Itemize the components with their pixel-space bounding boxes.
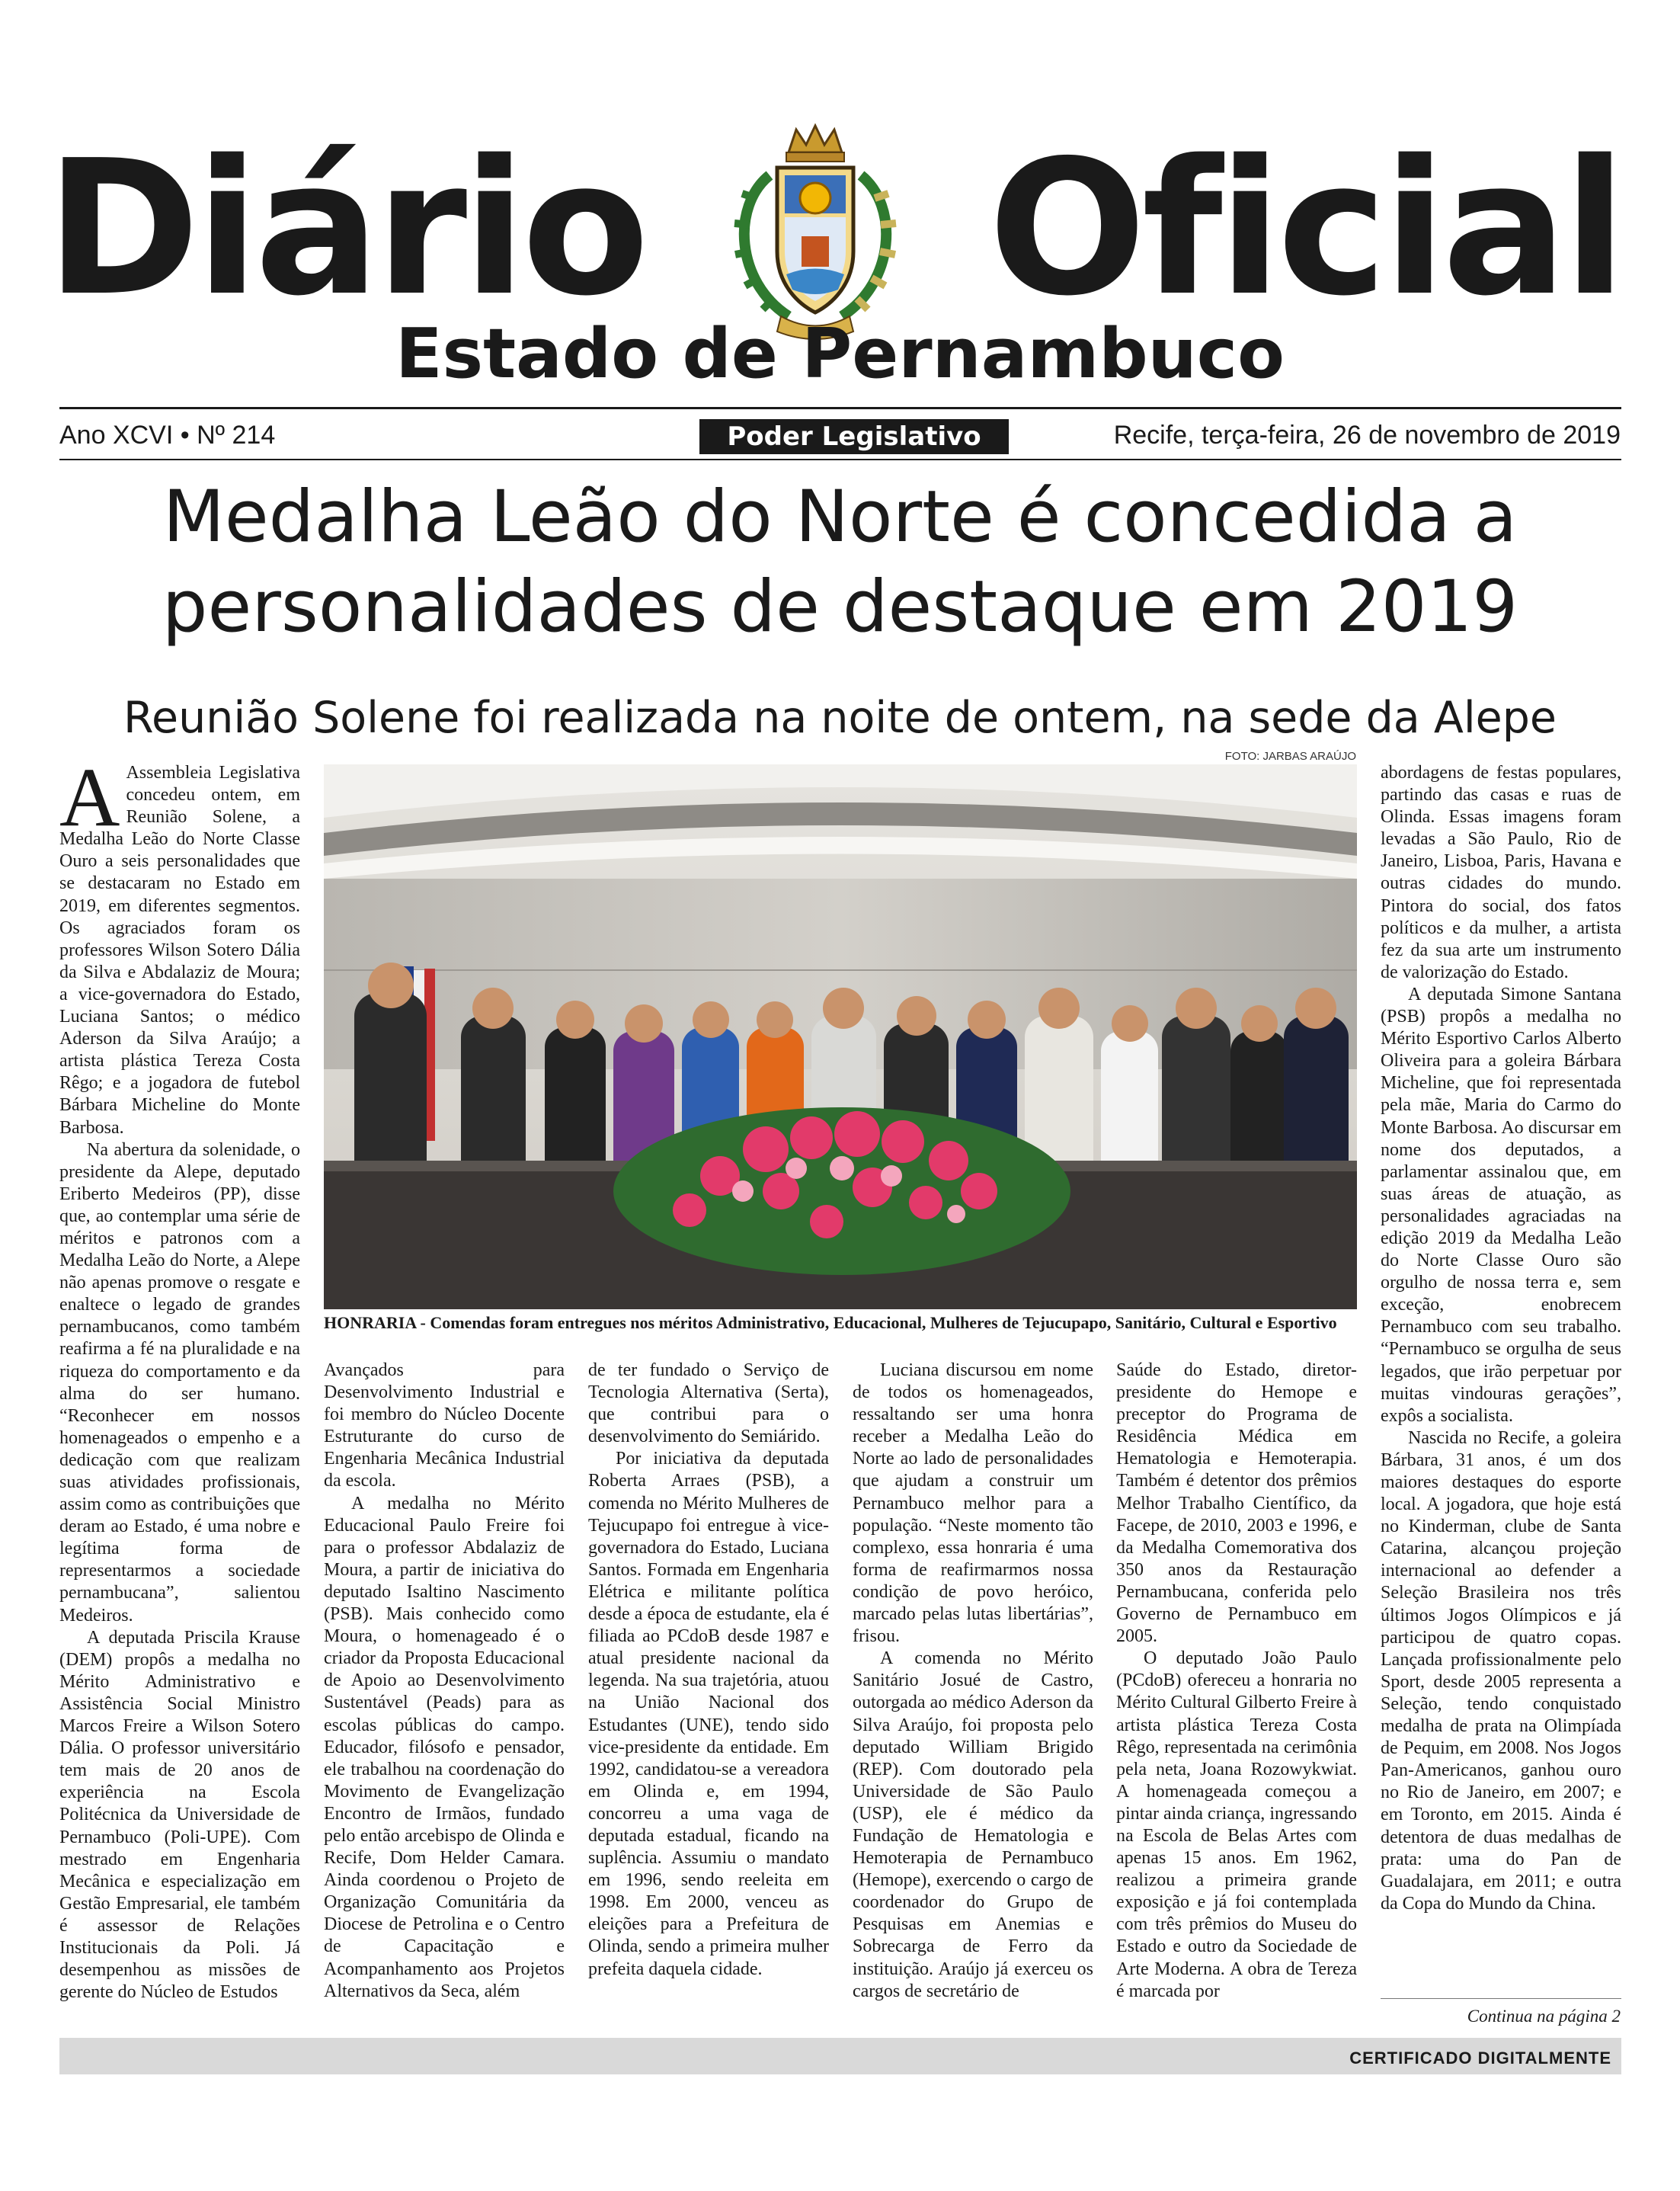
paragraph: A deputada Simone Santana (PSB) propôs a medalha no Mérito Esportivo Carlos Alberto Oliveira para a goleira Bárbara Micheline, que foi representada pela mãe, Maria do Carmo do Monte Barbosa. Ao discursar em nome dos deputados, a parlamentar assinalou que, em suas áreas de atuação, as personalidades agraciadas na edição 2019 da Medalha Leão do Norte Classe Ouro são orgulho de nossa terra e, sem exceção, enobrecem Pernambuco com seu trabalho. “Pernambuco se orgulha de seus legados, que irão perpetuar por muitas vindouras gerações”, expôs a socialista. xyxy=(1381,984,1621,1426)
paragraph: Avançados para Desenvolvimento Industrial e foi membro do Núcleo Docente Estruturante do curso de Engenharia Mecânica Industrial da escola. xyxy=(324,1360,565,1491)
article-column-4 xyxy=(853,1360,1093,2003)
paragraph: Saúde do Estado, diretor-presidente do Hemope e preceptor do Programa de Residência Médica em Hematologia e Hemoterapia. Também é detentor dos prêmios Melhor Trabalho Científico, da Facepe, de 2010, 2003 e 1996, e da Medalha Comemorativa dos 350 anos da Restauração Pernambucana, conferida pelo Governo de Pernambuco em 2005. xyxy=(1116,1360,1357,1647)
dateline: Recife, terça-feira, 26 de novembro de 2019 xyxy=(1113,421,1621,450)
masthead-subtitle: Estado de Pernambuco xyxy=(395,314,1285,394)
top-rule xyxy=(59,407,1621,409)
digital-certificate-label: CERTIFICADO DIGITALMENTE xyxy=(1349,2048,1611,2068)
paragraph: Luciana discursou em nome de todos os homenageados, ressaltando ser uma honra receber a Medalha Leão do Norte ao lado de personalidades que ajudam a construir um Pernambuco melhor para a população. “Neste momento tão complexo, essa honraria é uma forma de reafirmarmos nossa condição de povo heróico, marcado pelas lutas libertárias”, frisou. xyxy=(853,1360,1093,1647)
article-column-6 xyxy=(1381,762,1621,1915)
masthead-title-right: Oficial xyxy=(988,120,1622,337)
continuation-rule xyxy=(1381,1998,1621,1999)
paragraph: Na abertura da solenidade, o presidente da Alepe, deputado Eriberto Medeiros (PP), disse que, ao contemplar uma série de méritos e patronos com a Medalha Leão do Norte, a Alepe não apenas promove o resgate e enaltece o legado de grandes pernambucanos, como também reafirma a fé na pluralidade e na riqueza do comportamento e da alma do ser humano. “Reconhecer em nossos homenageados o empenho e a dedicação com que realizam suas atividades profissionais, assim como as contribuições que deram ao Estado, é uma nobre e legítima forma de representarmos a sociedade pernambucana”, salientou Medeiros. xyxy=(59,1139,300,1626)
paragraph: A comenda no Mérito Sanitário Josué de Castro, outorgada ao médico Aderson da Silva Araújo, foi proposta pelo deputado William Brigido (REP). Com doutorado pela Universidade de São Paulo (USP), ele é médico da Fundação de Hematologia e Hemoterapia de Pernambuco (Hemope), exercendo o cargo de coordenador do Grupo de Pesquisas em Anemias e Sobrecarga de Ferro da instituição. Araújo já exerceu os cargos de secretário de xyxy=(853,1648,1093,2001)
pernambuco-coat-of-arms-icon xyxy=(716,122,914,343)
paragraph-text: Assembleia Legislativa concedeu ontem, em Reunião Solene, a Medalha Leão do Norte Classe Ouro a seis personalidades que se destacaram no Estado em 2019, em diferentes segmentos. Os agraciados foram os professores Wilson Sotero Dália da Silva e Abdalaziz de Moura; a vice-governadora do Estado, Luciana Santos; o médico Aderson da Silva Araújo; a artista plástica Tereza Costa Rêgo; e a jogadora de futebol Bárbara Micheline do Monte Barbosa. xyxy=(59,763,300,1138)
paragraph: A deputada Priscila Krause (DEM) propôs a medalha no Mérito Administrativo e Assistência Social Ministro Marcos Freire a Wilson Sotero Dália. O professor universitário tem mais de 20 anos de experiência na Escola Politécnica da Universidade de Pernambuco (Poli-UPE). Com mestrado em Engenharia Mecânica e especialização em Gestão Empresarial, ele também é assessor de Relações Institucionais da Poli. Já desempenhou as missões de gerente do Núcleo de Estudos xyxy=(59,1627,300,2003)
continued-on-page-link[interactable]: Continua na página 2 xyxy=(1467,2007,1621,2026)
photo-caption: HONRARIA - Comendas foram entregues nos méritos Administrativo, Educacional, Mulheres de Tejucupapo, Sanitário, Cultural e Esportivo xyxy=(324,1313,1337,1332)
article-column-3 xyxy=(588,1360,829,1981)
paragraph: de ter fundado o Serviço de Tecnologia Alternativa (Serta), que contribui para o desenvolvimento do Semiárido. xyxy=(588,1360,829,1447)
paragraph: O deputado João Paulo (PCdoB) ofereceu a honraria no Mérito Cultural Gilberto Freire à artista plástica Tereza Costa Rêgo, representada na cerimônia pela neta, Joana Rozowykwiat. A homenageada começou a pintar ainda criança, ingressando na Escola de Belas Artes com apenas 15 anos. Em 1962, realizou a primeira grande exposição e já foi contemplada com três prêmios do Museu do Estado e outro da Sociedade de Arte Moderna. A obra de Tereza é marcada por xyxy=(1116,1648,1357,2001)
edition-number: Ano XCVI • Nº 214 xyxy=(59,421,276,450)
photo-credit: FOTO: JARBAS ARAÚJO xyxy=(1224,750,1356,763)
paragraph: abordagens de festas populares, partindo das casas e ruas de Olinda. Essas imagens foram levadas a São Paulo, Rio de Janeiro, Lisboa, Paris, Havana e outras cidades do mundo. Pintora do social, dos fatos políticos e da mulher, a artista fez da sua arte um instrumento de valorização do Estado. xyxy=(1381,763,1621,982)
paragraph: A medalha no Mérito Educacional Paulo Freire foi para o professor Abdalaziz de Moura, a partir de iniciativa do deputado Isaltino Nascimento (PSB). Mais conhecido como Moura, o homenageado é o criador da Proposta Educacional de Apoio ao Desenvolvimento Sustentável (Peads) para as escolas públicas do campo. Educador, filósofo e pensador, ele trabalhou na coordenação do Movimento de Evangelização Encontro de Irmãos, fundado pelo então arcebispo de Olinda e Recife, Dom Helder Camara. Ainda coordenou o Projeto de Organização Comunitária da Diocese de Petrolina e o Centro de Capacitação e Acompanhamento aos Projetos Alternativos da Seca, além xyxy=(324,1493,565,2001)
bottom-rule xyxy=(59,459,1621,460)
headline xyxy=(0,472,1680,652)
headline-line-2: personalidades de destaque em 2019 xyxy=(162,565,1518,649)
article-column-1 xyxy=(59,751,300,2004)
paragraph xyxy=(59,751,300,1139)
article-column-2 xyxy=(324,1360,565,2003)
drop-cap: A xyxy=(59,751,120,844)
paragraph: Nascida no Recife, a goleira Bárbara, 31 anos, é um dos maiores destaques do esporte local. A jogadora, que hoje está no Kinderman, clube de Santa Catarina, alcançou projeção internacional ao defender a Seleção Brasileira nos três últimos Jogos Olímpicos e já participou de quatro copas. Lançada profissionalmente pelo Sport, desde 2005 representa a Seleção, tendo conquistado medalha de prata na Olimpíada de Pequim, em 2008. Nos Jogos Pan-Americanos, ganhou ouro no Rio de Janeiro, em 2007; e em Toronto, em 2015. Ainda é detentora de duas medalhas de prata: uma do Pan de Guadalajara, em 2011; e outra da Copa do Mundo da China. xyxy=(1381,1427,1621,1914)
masthead xyxy=(0,114,1680,343)
article-column-5 xyxy=(1116,1360,1357,2003)
ceremony-photo xyxy=(324,764,1357,1309)
ceremony-photo-illustration xyxy=(324,764,1357,1309)
section-badge: Poder Legislativo xyxy=(699,419,1009,454)
masthead-title-left: Diário xyxy=(46,120,645,337)
paragraph: Por iniciativa da deputada Roberta Arraes (PSB), a comenda no Mérito Mulheres de Tejucupapo foi entregue à vice-governadora do Estado, Luciana Santos. Formada em Engenharia Elétrica e militante política desde a época de estudante, ela é filiada ao PCdoB desde 1987 e atual presidente nacional da legenda. Na sua trajetória, atuou na União Nacional dos Estudantes (UNE), tendo sido vice-presidente da entidade. Em 1992, candidatou-se a vereadora em Olinda e, em 1994, concorreu a uma vaga de deputada estadual, ficando na suplência. Assumiu o mandato em 1996, sendo reeleita em 1998. Em 2000, venceu as eleições para a Prefeitura de Olinda, sendo a primeira mulher prefeita daquela cidade. xyxy=(588,1449,829,1979)
headline-line-1: Medalha Leão do Norte é concedida a xyxy=(162,476,1518,559)
subheadline: Reunião Solene foi realizada na noite de ontem, na sede da Alepe xyxy=(123,693,1557,743)
